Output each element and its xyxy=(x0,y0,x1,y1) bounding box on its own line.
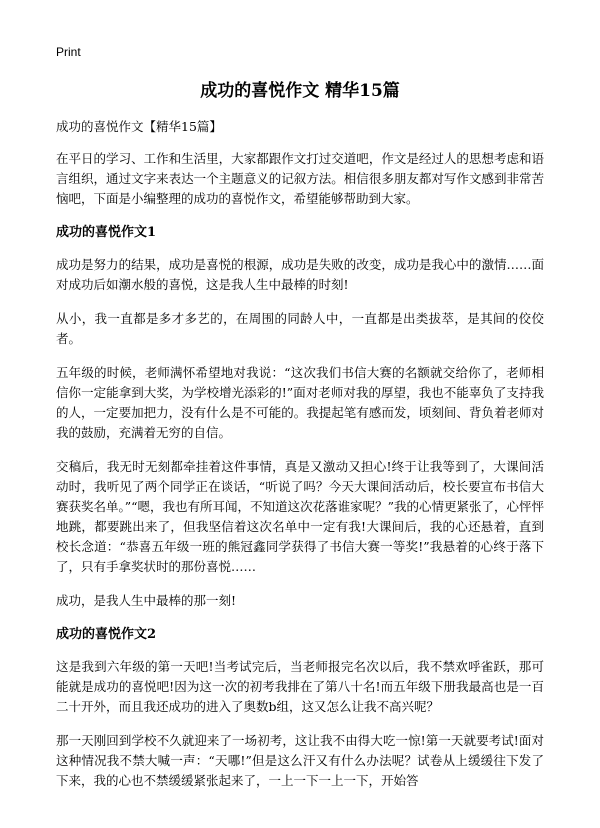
paragraph: 交稿后，我无时无刻都牵挂着这件事情，真是又激动又担心!终于让我等到了，大课间活动时，我听见了两个同学正在谈话，“听说了吗？今天大课间活动后，校长要宣布书信大赛获奖名单。”“嗯，我也有所耳闻，不知道这次花落谁家呢？”我的心情更紧张了，心怦怦地跳，都要跳出来了，但我坚信着这次名单中一定有我!大课间后，我的心还悬着，直到校长念道：“恭喜五年级一班的熊冠鑫同学获得了书信大赛一等奖!”我悬着的心终于落下了，只有手拿奖状时的那份喜悦…… xyxy=(56,459,544,574)
paragraph: 从小，我一直都是多才多艺的，在周围的同龄人中，一直都是出类拔萃，是其间的佼佼者。 xyxy=(56,311,544,346)
paragraph: 成功，是我人生中最棒的那一刻! xyxy=(56,593,237,608)
intro-paragraph: 在平日的学习、工作和生活里，大家都跟作文打过交道吧，作文是经过人的思想考虑和语言组织，通过文字来表达一个主题意义的记叙方法。相信很多朋友都对写作文感到非常苦恼吧，下面是小编整理的成功的喜悦作文，希望能够帮助到大家。 xyxy=(56,151,544,206)
paragraph: 五年级的时候，老师满怀希望地对我说：“这次我们书信大赛的名额就交给你了，老师相信你一定能拿到大奖，为学校增光添彩的!”面对老师对我的厚望，我也不能辜负了支持我的人，一定要加把力，没有什么是不可能的。我提起笔有感而发，顷刻间、背负着老师对我的鼓励，充满着无穷的自信。 xyxy=(56,365,544,440)
article-body xyxy=(56,117,544,805)
paragraph: 成功是努力的结果，成功是喜悦的根源，成功是失败的改变，成功是我心中的激情……面对成功后如潮水般的喜悦，这是我人生中最棒的时刻! xyxy=(56,257,544,292)
print-link[interactable]: Print xyxy=(56,45,81,59)
paragraph: 那一天刚回到学校不久就迎来了一场初考，这让我不由得大吃一惊!第一天就要考试!面对这种情况我不禁大喊一声：“天哪!”但是这么汗又有什么办法呢？试卷从上缓缓往下发了下来，我的心也不禁缓缓紧张起来了，一上一下一上一下，开始答 xyxy=(56,733,544,788)
paragraph: 这是我到六年级的第一天吧!当考试完后，当老师报完名次以后，我不禁欢呼雀跃，那可能就是成功的喜悦吧!因为这一次的初考我排在了第八十名!而五年级下册我最高也是一百二十开外，而且我还成功的进入了奥数b组，这又怎么让我不高兴呢？ xyxy=(56,659,544,714)
section-heading: 成功的喜悦作文2 xyxy=(56,627,157,642)
article-subtitle: 成功的喜悦作文【精华15篇】 xyxy=(56,119,222,134)
section-heading: 成功的喜悦作文1 xyxy=(56,225,157,240)
page-title: 成功的喜悦作文 精华15篇 xyxy=(200,81,400,101)
